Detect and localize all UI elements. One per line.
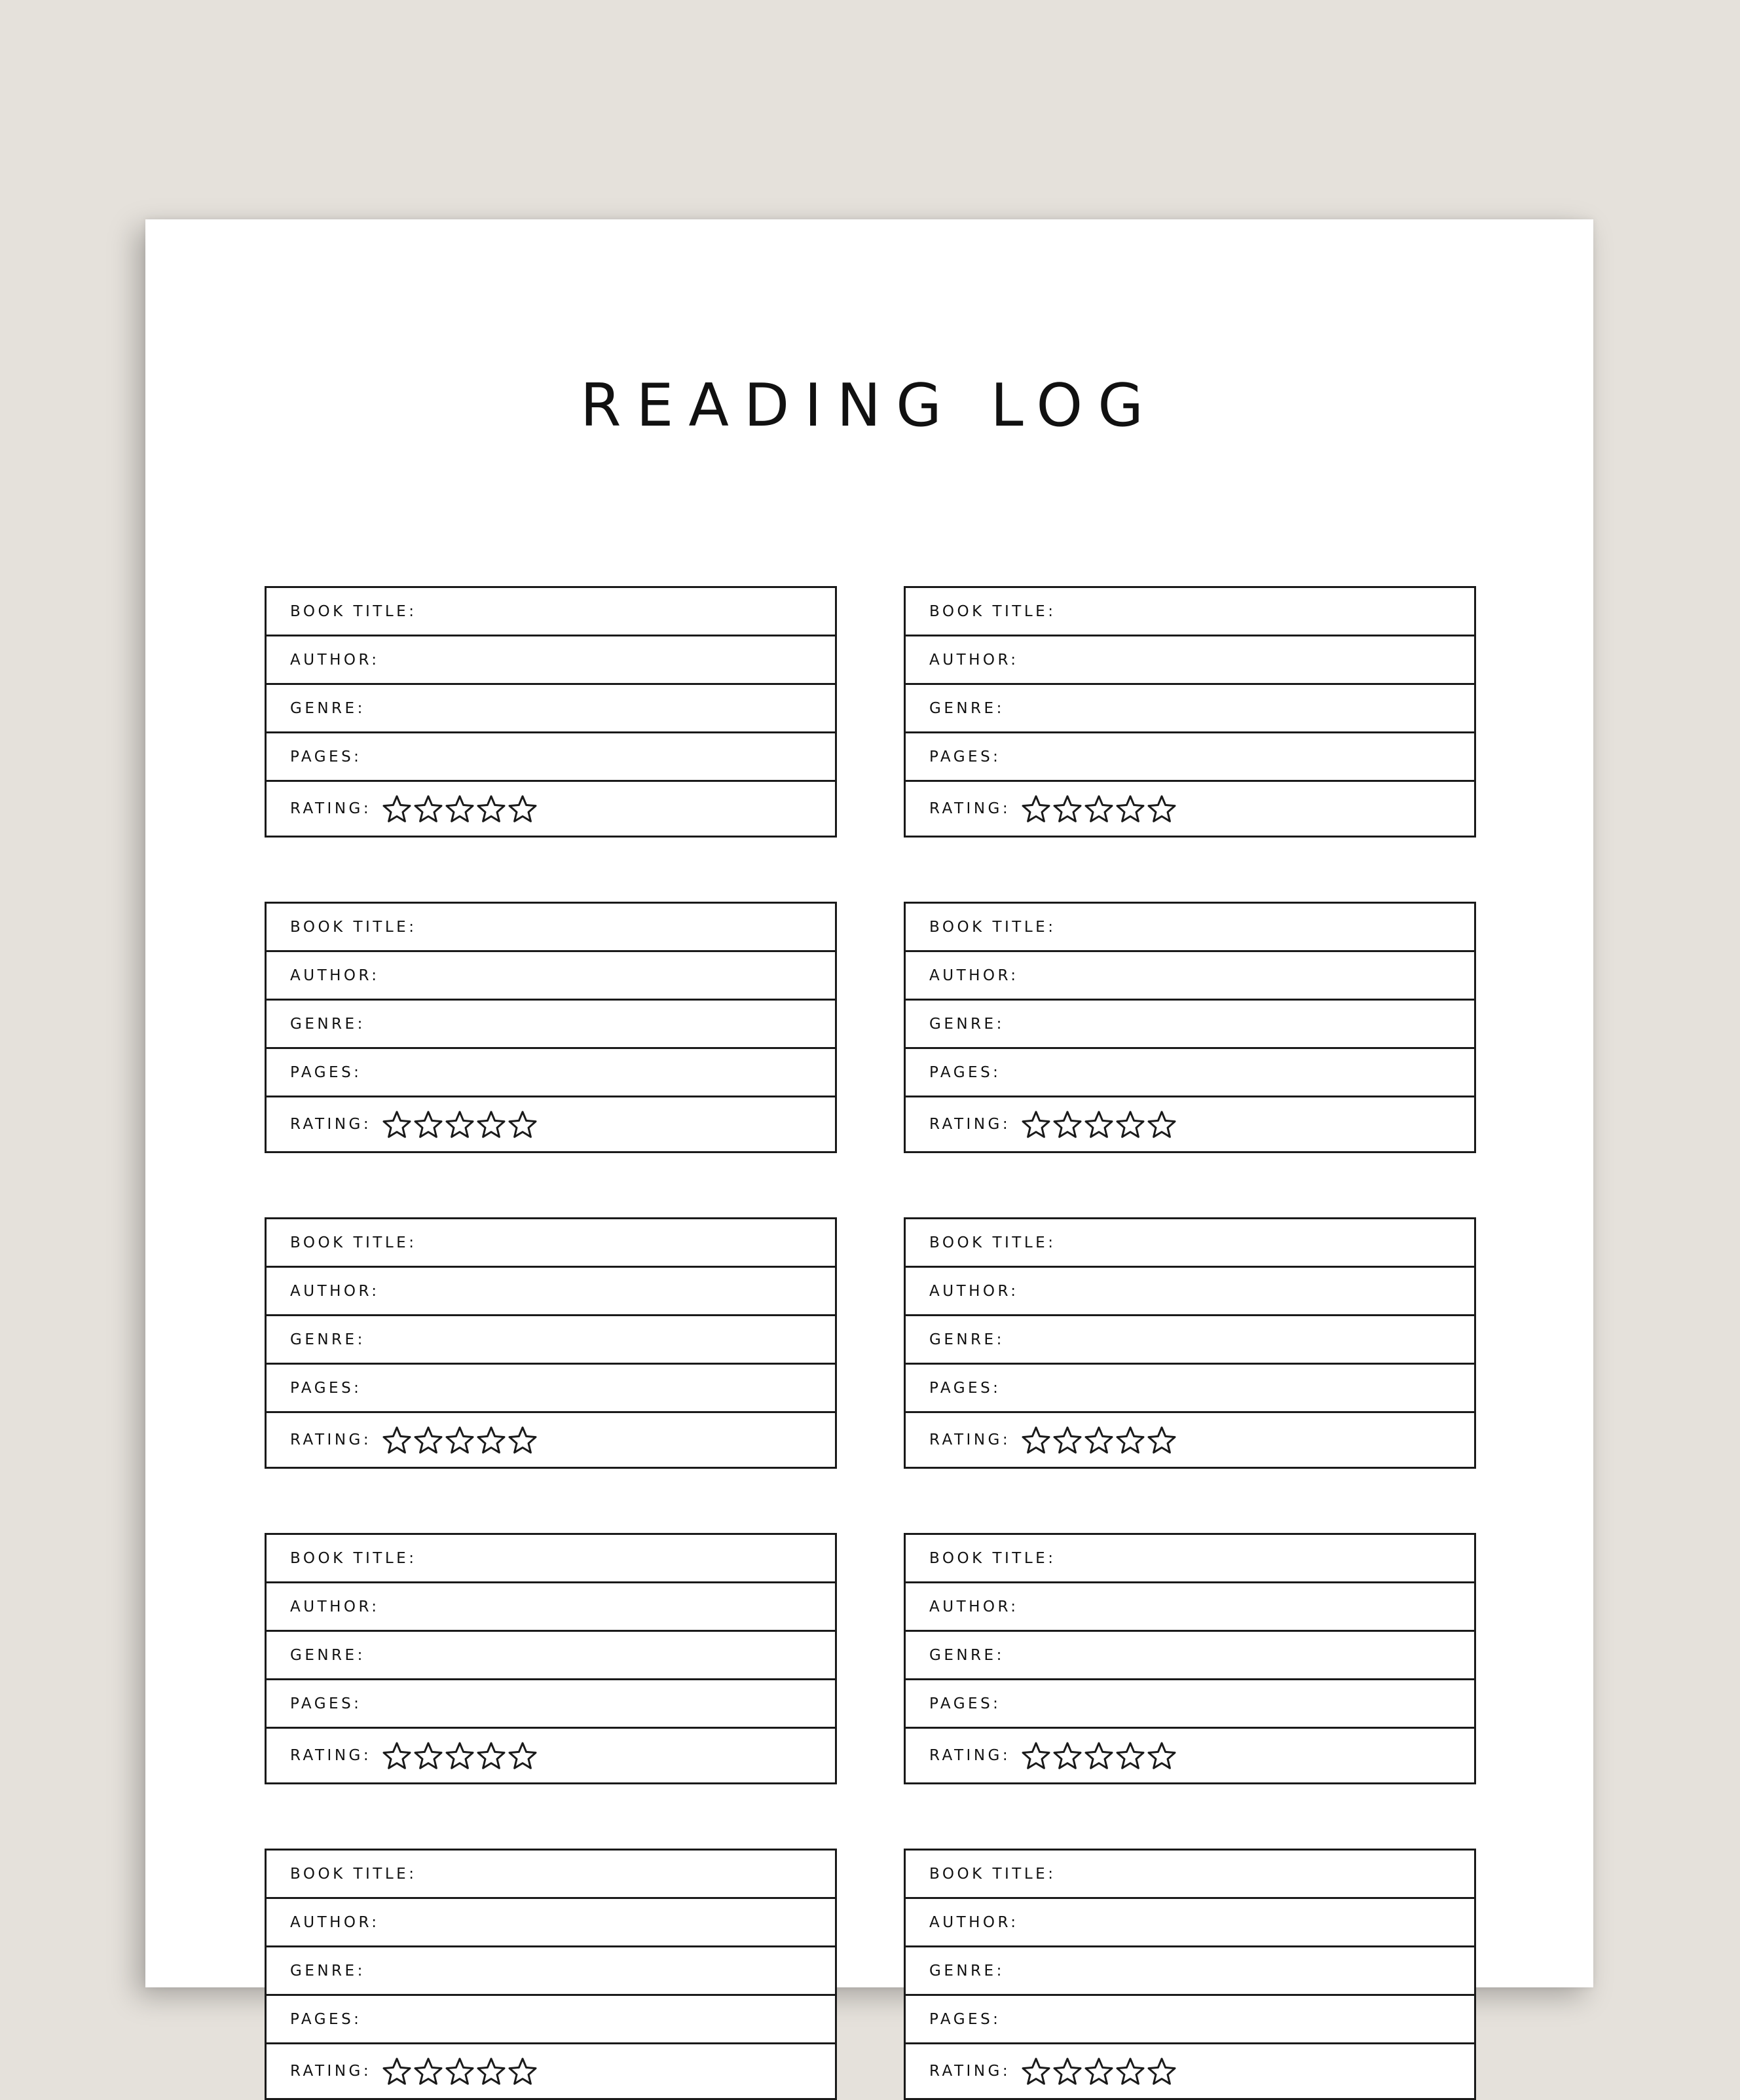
rating-stars xyxy=(382,794,539,823)
book-title-row[interactable] xyxy=(906,588,1474,636)
star-outline-icon[interactable] xyxy=(1084,794,1114,823)
book-title-row[interactable] xyxy=(267,1851,835,1899)
rating-label: RATING: xyxy=(290,2063,372,2080)
author-label: AUTHOR: xyxy=(290,1282,380,1300)
genre-row[interactable] xyxy=(906,685,1474,733)
rating-label: RATING: xyxy=(929,2063,1011,2080)
star-outline-icon[interactable] xyxy=(382,1426,412,1454)
reading-log-entry-10 xyxy=(904,1849,1476,2100)
genre-row[interactable] xyxy=(906,1632,1474,1680)
star-outline-icon[interactable] xyxy=(508,1426,538,1454)
reading-log-entry-3 xyxy=(265,902,837,1153)
rating-row xyxy=(267,782,835,836)
star-outline-icon[interactable] xyxy=(476,1426,506,1454)
reading-log-entry-4 xyxy=(904,902,1476,1153)
genre-label: GENRE: xyxy=(290,1331,365,1348)
author-label: AUTHOR: xyxy=(290,651,380,669)
book-title-label: BOOK TITLE: xyxy=(929,1865,1056,1883)
pages-label: PAGES: xyxy=(290,1379,362,1397)
star-outline-icon[interactable] xyxy=(382,1741,412,1770)
star-outline-icon[interactable] xyxy=(1147,1741,1177,1770)
star-outline-icon[interactable] xyxy=(476,1741,506,1770)
rating-row xyxy=(906,782,1474,836)
genre-label: GENRE: xyxy=(929,1331,1005,1348)
star-outline-icon[interactable] xyxy=(413,1110,443,1139)
author-label: AUTHOR: xyxy=(929,651,1019,669)
author-label: AUTHOR: xyxy=(929,1598,1019,1615)
book-title-label: BOOK TITLE: xyxy=(929,1234,1056,1251)
pages-row[interactable] xyxy=(267,1365,835,1413)
author-row[interactable] xyxy=(267,1268,835,1316)
star-outline-icon[interactable] xyxy=(413,1426,443,1454)
author-row[interactable] xyxy=(906,1268,1474,1316)
star-outline-icon[interactable] xyxy=(382,2057,412,2086)
book-title-label: BOOK TITLE: xyxy=(290,602,417,620)
star-outline-icon[interactable] xyxy=(1084,2057,1114,2086)
rating-stars xyxy=(1021,2057,1178,2086)
pages-label: PAGES: xyxy=(290,1063,362,1081)
book-title-row[interactable] xyxy=(906,1219,1474,1268)
pages-label: PAGES: xyxy=(290,748,362,765)
rating-stars xyxy=(1021,1741,1178,1770)
genre-label: GENRE: xyxy=(929,1646,1005,1664)
star-outline-icon[interactable] xyxy=(1115,2057,1145,2086)
star-outline-icon[interactable] xyxy=(1147,1110,1177,1139)
genre-row[interactable] xyxy=(267,1316,835,1365)
star-outline-icon[interactable] xyxy=(445,1426,475,1454)
author-label: AUTHOR: xyxy=(929,967,1019,984)
rating-label: RATING: xyxy=(290,1431,372,1448)
star-outline-icon[interactable] xyxy=(413,794,443,823)
star-outline-icon[interactable] xyxy=(508,1110,538,1139)
star-outline-icon[interactable] xyxy=(1115,1741,1145,1770)
star-outline-icon[interactable] xyxy=(508,794,538,823)
star-outline-icon[interactable] xyxy=(1115,1426,1145,1454)
rating-label: RATING: xyxy=(290,1116,372,1133)
star-outline-icon[interactable] xyxy=(413,2057,443,2086)
book-title-label: BOOK TITLE: xyxy=(290,918,417,936)
rating-label: RATING: xyxy=(929,800,1011,817)
book-title-label: BOOK TITLE: xyxy=(290,1234,417,1251)
book-title-row[interactable] xyxy=(267,1535,835,1583)
author-label: AUTHOR: xyxy=(929,1913,1019,1931)
book-title-row[interactable] xyxy=(267,588,835,636)
reading-log-entry-9 xyxy=(265,1849,837,2100)
pages-row[interactable] xyxy=(906,1049,1474,1097)
pages-row[interactable] xyxy=(267,733,835,782)
genre-row[interactable] xyxy=(267,685,835,733)
genre-label: GENRE: xyxy=(290,699,365,717)
rating-row xyxy=(906,1097,1474,1151)
genre-label: GENRE: xyxy=(929,1015,1005,1033)
author-label: AUTHOR: xyxy=(929,1282,1019,1300)
genre-label: GENRE: xyxy=(290,1962,365,1980)
book-title-label: BOOK TITLE: xyxy=(290,1549,417,1567)
author-row[interactable] xyxy=(906,636,1474,685)
book-title-row[interactable] xyxy=(906,1535,1474,1583)
pages-row[interactable] xyxy=(267,1680,835,1729)
reading-log-grid xyxy=(265,586,1476,2100)
book-title-row[interactable] xyxy=(906,904,1474,952)
rating-stars xyxy=(382,1741,539,1770)
genre-row[interactable] xyxy=(267,1001,835,1049)
reading-log-entry-1 xyxy=(265,586,837,838)
genre-row[interactable] xyxy=(906,1001,1474,1049)
reading-log-entry-6 xyxy=(904,1217,1476,1469)
star-outline-icon[interactable] xyxy=(1147,1426,1177,1454)
page-title: READING LOG xyxy=(580,371,1158,440)
rating-label: RATING: xyxy=(929,1116,1011,1133)
rating-row xyxy=(267,1729,835,1782)
star-outline-icon[interactable] xyxy=(1084,1741,1114,1770)
author-row[interactable] xyxy=(267,1899,835,1947)
author-row[interactable] xyxy=(267,952,835,1001)
genre-label: GENRE: xyxy=(929,1962,1005,1980)
rating-stars xyxy=(382,2057,539,2086)
rating-label: RATING: xyxy=(290,1747,372,1764)
rating-stars xyxy=(382,1110,539,1139)
star-outline-icon[interactable] xyxy=(1147,2057,1177,2086)
star-outline-icon[interactable] xyxy=(1052,1110,1083,1139)
star-outline-icon[interactable] xyxy=(445,794,475,823)
star-outline-icon[interactable] xyxy=(1115,1110,1145,1139)
pages-label: PAGES: xyxy=(929,2010,1001,2028)
book-title-label: BOOK TITLE: xyxy=(929,918,1056,936)
reading-log-entry-7 xyxy=(265,1533,837,1784)
star-outline-icon[interactable] xyxy=(1052,794,1083,823)
pages-label: PAGES: xyxy=(929,1695,1001,1712)
star-outline-icon[interactable] xyxy=(476,794,506,823)
author-row[interactable] xyxy=(267,1583,835,1632)
star-outline-icon[interactable] xyxy=(382,794,412,823)
reading-log-entry-8 xyxy=(904,1533,1476,1784)
book-title-row[interactable] xyxy=(267,1219,835,1268)
paper-sheet xyxy=(145,219,1593,2080)
rating-row xyxy=(267,2044,835,2098)
star-outline-icon[interactable] xyxy=(382,1110,412,1139)
rating-row xyxy=(267,1413,835,1467)
rating-label: RATING: xyxy=(290,800,372,817)
genre-row[interactable] xyxy=(267,1632,835,1680)
rating-label: RATING: xyxy=(929,1747,1011,1764)
author-row[interactable] xyxy=(267,636,835,685)
author-row[interactable] xyxy=(906,1899,1474,1947)
pages-row[interactable] xyxy=(906,1680,1474,1729)
genre-row[interactable] xyxy=(906,1316,1474,1365)
star-outline-icon[interactable] xyxy=(445,1110,475,1139)
author-row[interactable] xyxy=(906,1583,1474,1632)
rating-stars xyxy=(1021,1110,1178,1139)
rating-stars xyxy=(1021,1426,1178,1454)
star-outline-icon[interactable] xyxy=(1021,1110,1051,1139)
genre-row[interactable] xyxy=(267,1947,835,1996)
star-outline-icon[interactable] xyxy=(1052,1426,1083,1454)
star-outline-icon[interactable] xyxy=(445,2057,475,2086)
rating-row xyxy=(906,1413,1474,1467)
author-label: AUTHOR: xyxy=(290,1913,380,1931)
rating-stars xyxy=(382,1426,539,1454)
star-outline-icon[interactable] xyxy=(413,1741,443,1770)
pages-row[interactable] xyxy=(906,733,1474,782)
author-label: AUTHOR: xyxy=(290,967,380,984)
star-outline-icon[interactable] xyxy=(476,1110,506,1139)
book-title-label: BOOK TITLE: xyxy=(929,602,1056,620)
pages-row[interactable] xyxy=(267,1049,835,1097)
star-outline-icon[interactable] xyxy=(1115,794,1145,823)
reading-log-entry-5 xyxy=(265,1217,837,1469)
star-outline-icon[interactable] xyxy=(1052,1741,1083,1770)
rating-stars xyxy=(1021,794,1178,823)
rating-label: RATING: xyxy=(929,1431,1011,1448)
star-outline-icon[interactable] xyxy=(508,1741,538,1770)
star-outline-icon[interactable] xyxy=(1147,794,1177,823)
pages-label: PAGES: xyxy=(929,1379,1001,1397)
genre-label: GENRE: xyxy=(290,1015,365,1033)
star-outline-icon[interactable] xyxy=(508,2057,538,2086)
pages-label: PAGES: xyxy=(290,2010,362,2028)
author-row[interactable] xyxy=(906,952,1474,1001)
star-outline-icon[interactable] xyxy=(1021,794,1051,823)
pages-row[interactable] xyxy=(906,1996,1474,2044)
book-title-label: BOOK TITLE: xyxy=(929,1549,1056,1567)
star-outline-icon[interactable] xyxy=(445,1741,475,1770)
pages-row[interactable] xyxy=(906,1365,1474,1413)
star-outline-icon[interactable] xyxy=(1084,1426,1114,1454)
star-outline-icon[interactable] xyxy=(1052,2057,1083,2086)
rating-row xyxy=(267,1097,835,1151)
star-outline-icon[interactable] xyxy=(476,2057,506,2086)
pages-row[interactable] xyxy=(267,1996,835,2044)
genre-row[interactable] xyxy=(906,1947,1474,1996)
genre-label: GENRE: xyxy=(290,1646,365,1664)
pages-label: PAGES: xyxy=(290,1695,362,1712)
author-label: AUTHOR: xyxy=(290,1598,380,1615)
rating-row xyxy=(906,1729,1474,1782)
genre-label: GENRE: xyxy=(929,699,1005,717)
pages-label: PAGES: xyxy=(929,1063,1001,1081)
pages-label: PAGES: xyxy=(929,748,1001,765)
book-title-label: BOOK TITLE: xyxy=(290,1865,417,1883)
reading-log-entry-2 xyxy=(904,586,1476,838)
rating-row xyxy=(906,2044,1474,2098)
book-title-row[interactable] xyxy=(906,1851,1474,1899)
star-outline-icon[interactable] xyxy=(1021,2057,1051,2086)
star-outline-icon[interactable] xyxy=(1021,1426,1051,1454)
book-title-row[interactable] xyxy=(267,904,835,952)
star-outline-icon[interactable] xyxy=(1084,1110,1114,1139)
star-outline-icon[interactable] xyxy=(1021,1741,1051,1770)
